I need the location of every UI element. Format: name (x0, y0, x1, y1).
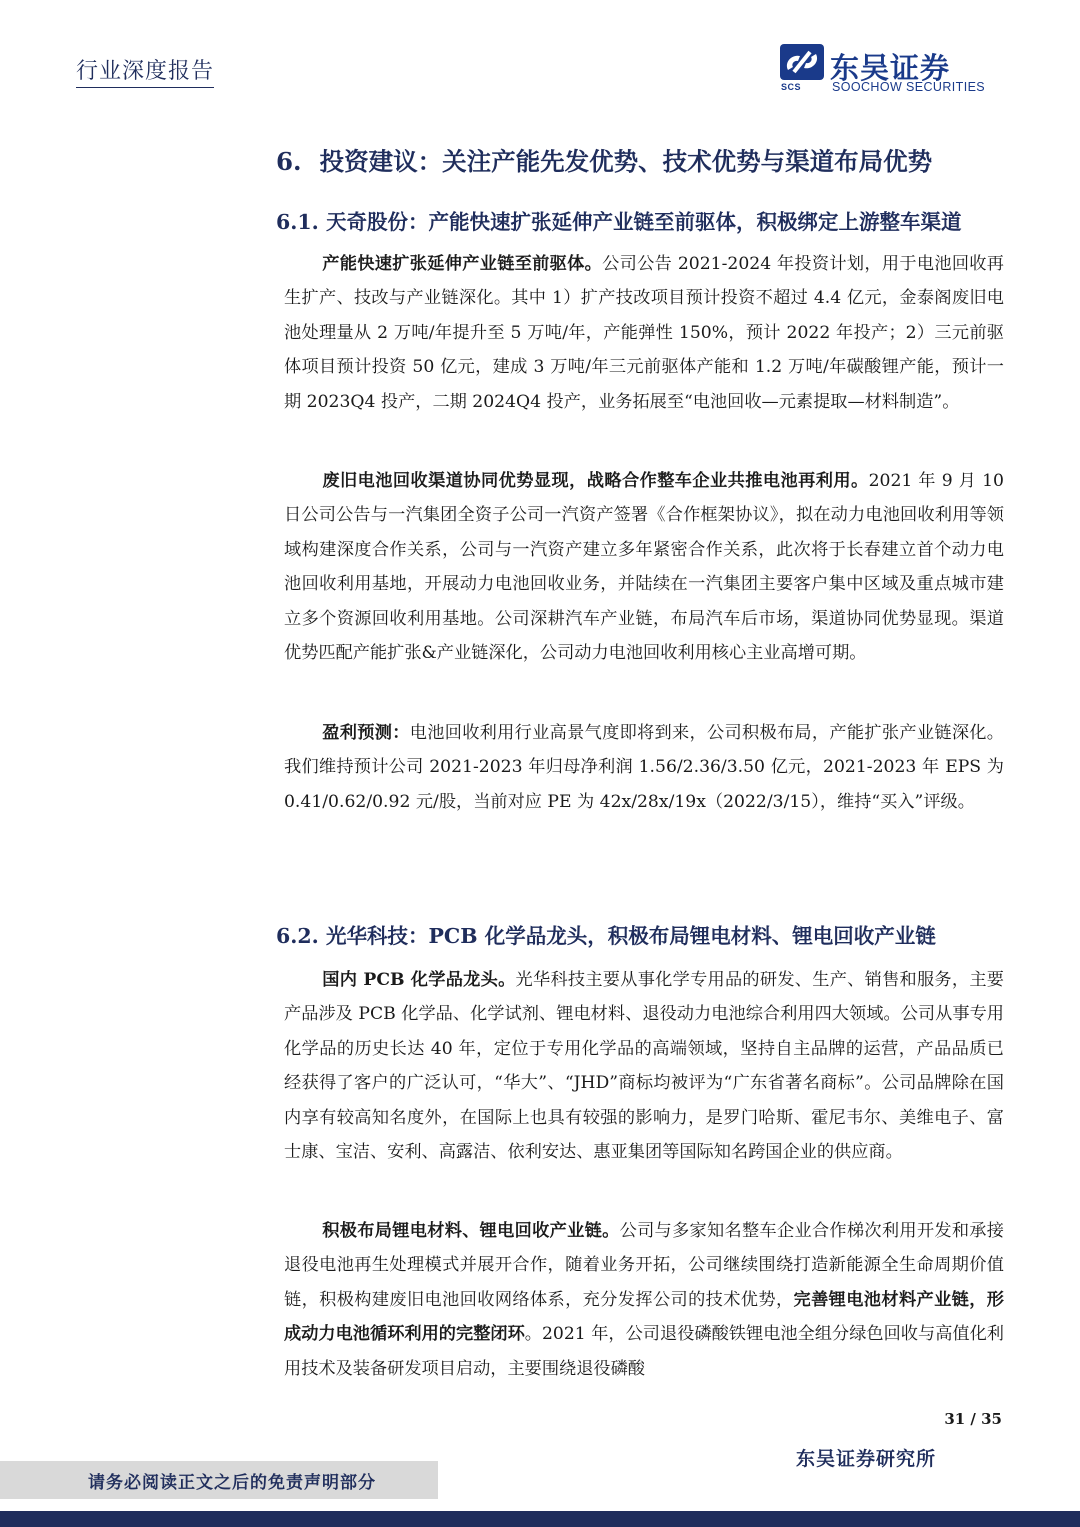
paragraph-lead: 国内 PCB 化学品龙头。 (322, 970, 516, 990)
paragraph-lead: 产能快速扩张延伸产业链至前驱体。 (322, 254, 603, 274)
paragraph-capacity-expansion (284, 247, 1004, 419)
subsection-number: 6.1. (276, 210, 319, 234)
page-number: 31 / 35 (944, 1410, 1002, 1428)
section-heading (276, 143, 932, 178)
logo-name-en: SOOCHOW SECURITIES (832, 80, 986, 94)
subsection-title: 光华科技：PCB 化学品龙头，积极布局锂电材料、锂电回收产业链 (326, 924, 936, 948)
section-number: 6. (276, 147, 302, 176)
paragraph-body: 2021 年 9 月 10 日公司公告与一汽集团全资子公司一汽资产签署《合作框架协议》，拟在动力电池回收利用等领域构建深度合作关系，公司与一汽资产建立多年紧密合作关系，此次将于长春建立首个动力电池回收利用基地，开展动力电池回收业务，并陆续在一汽集团主要客户集中区域及重点城市建立多个资源回收利用基地。公司深耕汽车产业链，布局汽车后市场，渠道协同优势显现。渠道优势匹配产能扩张&产业链深化，公司动力电池回收利用核心主业高增可期。 (284, 471, 1004, 664)
paragraph-lead: 盈利预测： (322, 723, 410, 743)
paragraph-pcb-leader (284, 963, 1004, 1169)
paragraph-emphasis: 完善锂电池材料产业链，形成动力电池循环利用的完整闭环 (284, 1289, 1004, 1345)
paragraph-body-continued: 。2021 年，公司退役磷酸铁锂电池全组分绿色回收与高值化利用技术及装备研发项目启动，主要围绕退役磷酸 (284, 1324, 1004, 1379)
subsection-number: 6.2. (276, 924, 319, 948)
footer-bar (0, 1511, 1080, 1527)
section-title: 投资建议：关注产能先发优势、技术优势与渠道布局优势 (319, 147, 933, 176)
logo-name-cn: 东吴证券 (830, 51, 951, 85)
paragraph-lithium-chain (284, 1214, 1004, 1386)
company-logo (780, 44, 1000, 96)
paragraph-lead: 废旧电池回收渠道协同优势显现，战略合作整车企业共推电池再利用。 (322, 471, 869, 491)
paragraph-lead: 积极布局锂电材料、锂电回收产业链。 (322, 1221, 620, 1241)
paragraph-earnings-forecast (284, 716, 1004, 819)
paragraph-body: 电池回收利用行业高景气度即将到来，公司积极布局，产能扩张产业链深化。我们维持预计公司 2021-2023 年归母净利润 1.56/2.36/3.50 亿元，2021-2023 年 EPS 为 0.41/0.62/0.92 元/股，当前对应 PE 为 42x/28x/19x（2022/3/15），维持“买入”评级。 (284, 723, 1004, 812)
paragraph-body: 公司公告 2021-2024 年投资计划，用于电池回收再生扩产、技改与产业链深化。其中 1）扩产技改项目预计投资不超过 4.4 亿元，金泰阁废旧电池处理量从 2 万吨/年提升至 5 万吨/年，产能弹性 150%，预计 2022 年投产；2）三元前驱体项目预计投资 50 亿元，建成 3 万吨/年三元前驱体产能和 1.2 万吨/年碳酸锂产能，预计一期 2023Q4 投产，二期 2024Q4 投产，业务拓展至“电池回收—元素提取—材料制造”。 (284, 254, 1004, 412)
subsection-title: 天奇股份：产能快速扩张延伸产业链至前驱体，积极绑定上游整车渠道 (326, 210, 962, 234)
logo-abbr: SCS (781, 82, 802, 92)
institute-name: 东吴证券研究所 (796, 1448, 937, 1470)
paragraph-body: 公司与多家知名整车企业合作梯次利用开发和承接退役电池再生处理模式并展开合作，随着业务开拓，公司继续围绕打造新能源全生命周期价值链，积极构建废旧电池回收网络体系，充分发挥公司的技术优势， (284, 1221, 1004, 1310)
subsection-heading-6-2 (276, 919, 936, 949)
subsection-heading-6-1 (276, 205, 962, 235)
paragraph-recycling-channel (284, 464, 1004, 670)
paragraph-body: 光华科技主要从事化学专用品的研发、生产、销售和服务，主要产品涉及 PCB 化学品、化学试剂、锂电材料、退役动力电池综合利用四大领域。公司从事专用化学品的历史长达 40 年，定位于专用化学品的高端领域，坚持自主品牌的运营，产品品质已经获得了客户的广泛认可，“华大”、“JHD”商标均被评为“广东省著名商标”。公司品牌除在国内享有较高知名度外，在国际上也具有较强的影响力，是罗门哈斯、霍尼韦尔、美维电子、富士康、宝洁、安利、高露洁、依利安达、惠亚集团等国际知名跨国企业的供应商。 (284, 970, 1004, 1163)
report-type-label: 行业深度报告 (76, 54, 214, 88)
disclaimer-text: 请务必阅读正文之后的免责声明部分 (88, 1473, 376, 1493)
